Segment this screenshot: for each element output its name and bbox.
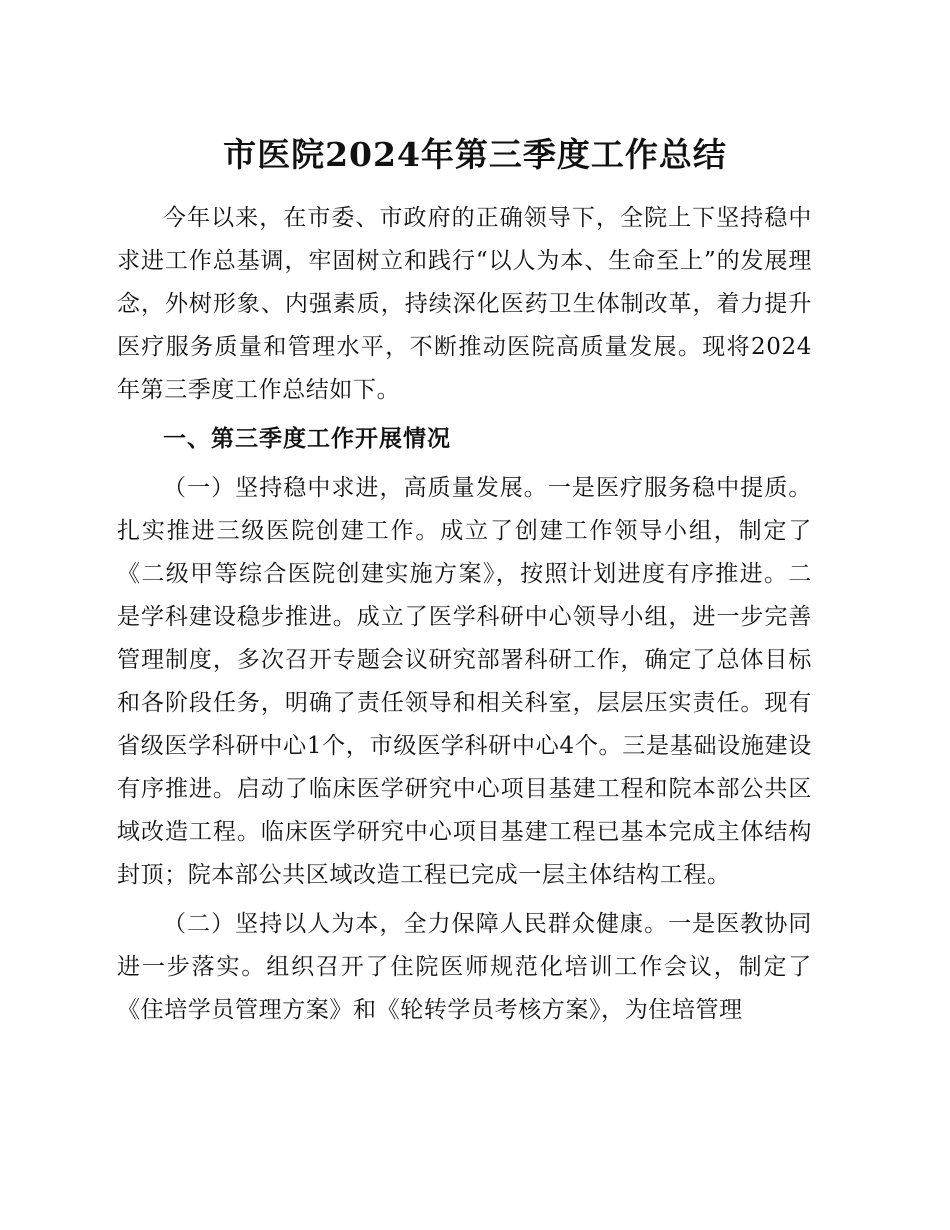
document-title: 市医院2024年第三季度工作总结: [223, 135, 727, 174]
body-paragraph-2: （二）坚持以人为本，全力保障人民群众健康。一是医教协同进一步落实。组织召开了住院医师规范化培训工作会议，制定了《住培学员管理方案》和《轮转学员考核方案》，为住培管理: [117, 911, 812, 1023]
section-heading: 一、第三季度工作开展情况: [163, 426, 451, 452]
intro-paragraph: 今年以来，在市委、市政府的正确领导下，全院上下坚持稳中求进工作总基调，牢固树立和践行“以人为本、生命至上”的发展理念，外树形象、内强素质，持续深化医药卫生体制改革，着力提升医疗服务质量和管理水平，不断推动医院高质量发展。现将2024年第三季度工作总结如下。: [117, 205, 812, 403]
document-body: [117, 197, 812, 1038]
body-paragraph-1: （一）坚持稳中求进，高质量发展。一是医疗服务稳中提质。扎实推进三级医院创建工作。成立了创建工作领导小组，制定了《二级甲等综合医院创建实施方案》，按照计划进度有序推进。二是学科建设稳步推进。成立了医学科研中心领导小组，进一步完善管理制度，多次召开专题会议研究部署科研工作，确定了总体目标和各阶段任务，明确了责任领导和相关科室，层层压实责任。现有省级医学科研中心1个，市级医学科研中心4个。三是基础设施建设有序推进。启动了临床医学研究中心项目基建工程和院本部公共区域改造工程。临床医学研究中心项目基建工程已基本完成主体结构封顶；院本部公共区域改造工程已完成一层主体结构工程。: [117, 475, 812, 888]
